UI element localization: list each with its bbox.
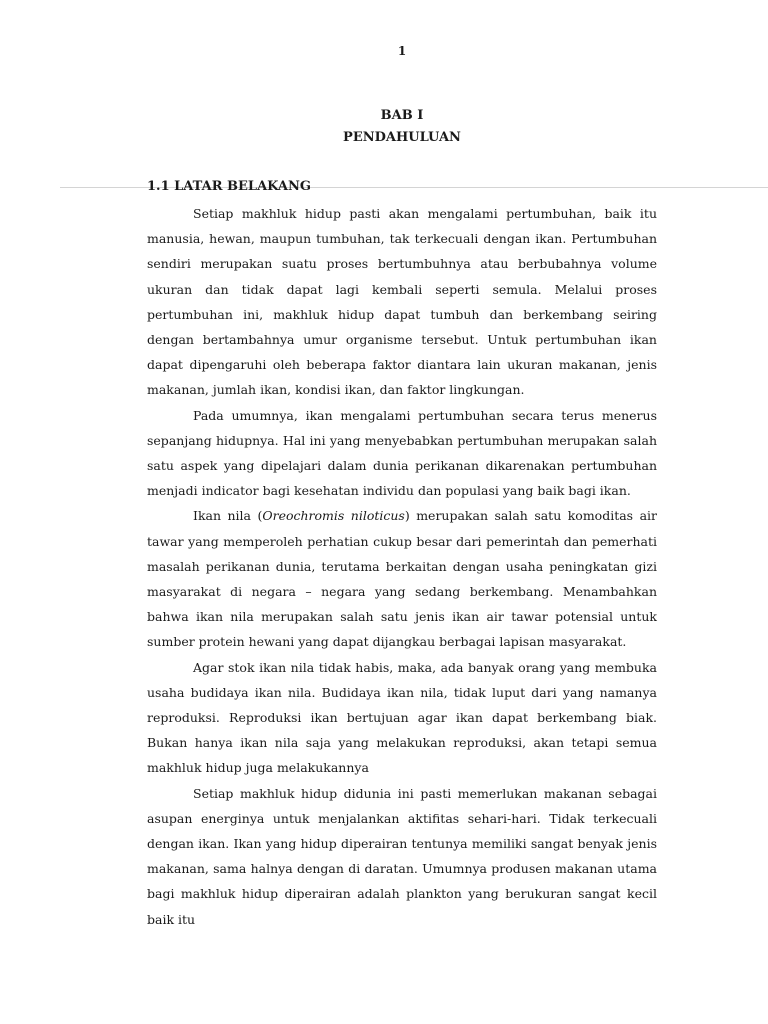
paragraph-5: Setiap makhluk hidup didunia ini pasti memerlukan makanan sebagai asupan energinya untuk menjalankan aktifitas sehari-hari. Tidak terkecuali dengan ikan. Ikan yang hidup diperairan tentunya memiliki sangat benyak jenis makanan, sama halnya dengan di daratan. Umumnya produsen makanan utama bagi makhluk hidup diperairan adalah plankton yang berukuran sangat kecil baik itu (147, 785, 657, 927)
body-text (147, 201, 657, 932)
paragraph-3 (147, 503, 657, 654)
paragraph-2: Pada umumnya, ikan mengalami pertumbuhan secara terus menerus sepanjang hidupnya. Hal ini yang menyebabkan pertumbuhan merupakan salah satu aspek yang dipelajari dalam dunia perikanan dikarenakan pertumbuhan menjadi indicator bagi kesehatan individu dan populasi yang baik bagi ikan. (147, 407, 657, 499)
species-name: Oreochromis niloticus (262, 508, 405, 524)
paragraph-4: Agar stok ikan nila tidak habis, maka, ada banyak orang yang membuka usaha budidaya ikan nila. Budidaya ikan nila, tidak luput dari yang namanya reproduksi. Reproduksi ikan bertujuan agar ikan dapat berkembang biak. Bukan hanya ikan nila saja yang melakukan reproduksi, akan tetapi semua makhluk hidup juga melakukannya (147, 659, 657, 776)
chapter-title: PENDAHULUAN (343, 130, 461, 145)
chapter-label: BAB I (380, 108, 424, 123)
page-number: 1 (397, 44, 407, 58)
paragraph-1: Setiap makhluk hidup pasti akan mengalami pertumbuhan, baik itu manusia, hewan, maupun tumbuhan, tak terkecuali dengan ikan. Pertumbuhan sendiri merupakan suatu proses bertumbuhnya atau berbubahnya volume ukuran dan tidak dapat lagi kembali seperti semula. Melalui proses pertumbuhan ini, makhluk hidup dapat tumbuh dan berkembang seiring dengan bertambahnya umur organisme tersebut. Untuk pertumbuhan ikan dapat dipengaruhi oleh beberapa faktor diantara lain ukuran makanan, jenis makanan, jumlah ikan, kondisi ikan, dan faktor lingkungan. (147, 206, 657, 398)
section-heading: 1.1 LATAR BELAKANG (147, 179, 312, 194)
paragraph-3-text-before: Ikan nila ( (193, 508, 263, 524)
paragraph-3-text-after: ) merupakan salah satu komoditas air tawar yang memperoleh perhatian cukup besar dari pemerintah dan pemerhati masalah perikanan dunia, terutama berkaitan dengan usaha peningkatan gizi masyarakat di negara – negara yang sedang berkembang. Menambahkan bahwa ikan nila merupakan salah satu jenis ikan air tawar potensial untuk sumber protein hewani yang dapat dijangkau berbagai lapisan masyarakat. (147, 508, 657, 650)
